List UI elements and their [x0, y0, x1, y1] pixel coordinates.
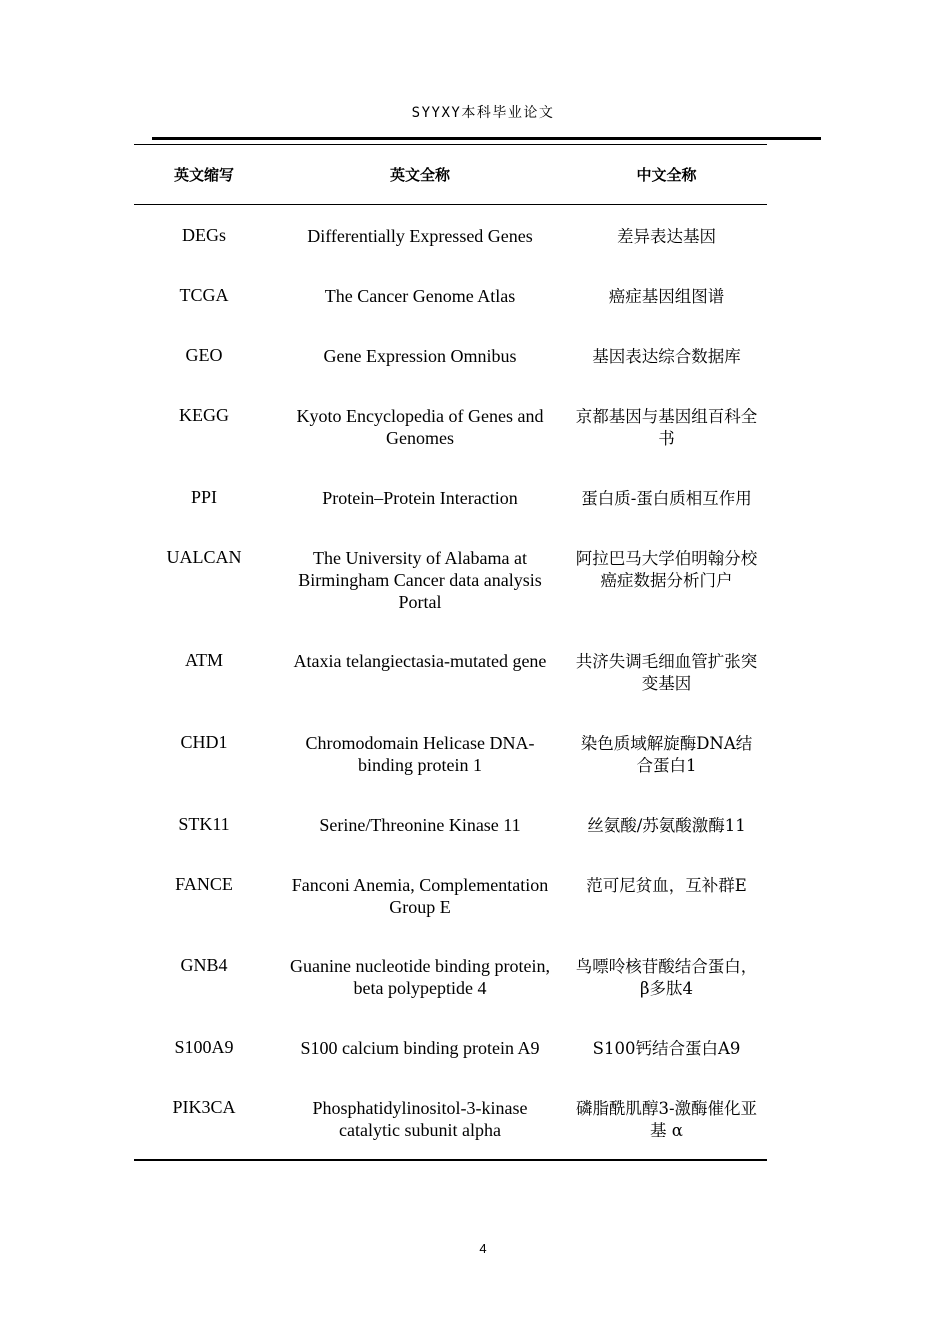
abbreviation-cell: DEGs	[182, 225, 226, 245]
table-row	[134, 712, 767, 794]
english-name-cell: Chromodomain Helicase DNA-binding protein 1	[305, 733, 535, 775]
table-row	[134, 205, 767, 266]
table-header	[134, 145, 767, 205]
abbreviation-cell: STK11	[178, 814, 230, 834]
column-header-abbreviation: 英文缩写	[134, 145, 274, 205]
english-name-cell: Protein–Protein Interaction	[322, 488, 518, 508]
table-row	[134, 935, 767, 1017]
chinese-name-cell: 京都基因与基因组百科全书	[575, 407, 758, 448]
page-number: 4	[479, 1241, 487, 1256]
header-rule	[152, 137, 821, 140]
chinese-name-cell: S100钙结合蛋白A9	[592, 1039, 741, 1058]
abbreviation-table	[134, 144, 767, 1161]
english-name-cell: Ataxia telangiectasia-mutated gene	[293, 651, 547, 671]
abbreviation-cell: GEO	[185, 345, 223, 365]
table-row	[134, 265, 767, 325]
abbreviation-cell: UALCAN	[166, 547, 242, 567]
chinese-name-cell: 丝氨酸/苏氨酸激酶11	[587, 816, 746, 835]
chinese-name-cell: 共济失调毛细血管扩张突变基因	[575, 652, 758, 693]
table-header-row	[134, 145, 767, 205]
table-row	[134, 854, 767, 935]
english-name-cell: Differentially Expressed Genes	[307, 226, 533, 246]
english-name-cell: Guanine nucleotide binding protein, beta polypeptide 4	[290, 956, 550, 998]
running-header: SYYXY本科毕业论文	[411, 105, 555, 121]
abbreviation-table-container	[134, 144, 767, 1161]
chinese-name-cell: 鸟嘌呤核苷酸结合蛋白，β多肽4	[575, 957, 758, 998]
table-row	[134, 385, 767, 467]
abbreviation-cell: TCGA	[179, 285, 229, 305]
english-name-cell: Phosphatidylinositol-3-kinase catalytic subunit alpha	[274, 1077, 566, 1160]
abbreviation-cell: PIK3CA	[134, 1077, 274, 1160]
abbreviation-cell: GNB4	[180, 955, 228, 975]
table-row	[134, 1017, 767, 1077]
table-row	[134, 325, 767, 385]
abbreviation-cell: ATM	[184, 650, 223, 670]
table-body	[134, 205, 767, 1161]
chinese-name-cell: 基因表达综合数据库	[592, 347, 741, 366]
english-name-cell: Serine/Threonine Kinase 11	[319, 815, 521, 835]
abbreviation-cell: S100A9	[174, 1037, 234, 1057]
table-row	[134, 527, 767, 630]
english-name-cell: Gene Expression Omnibus	[323, 346, 517, 366]
chinese-name-cell: 阿拉巴马大学伯明翰分校癌症数据分析门户	[575, 549, 758, 590]
chinese-name-cell: 范可尼贫血，互补群E	[586, 876, 747, 895]
english-name-cell: The University of Alabama at Birmingham Cancer data analysis Portal	[298, 548, 542, 612]
english-name-cell: S100 calcium binding protein A9	[300, 1038, 540, 1058]
english-name-cell: The Cancer Genome Atlas	[324, 286, 516, 306]
abbreviation-cell: KEGG	[179, 405, 229, 425]
abbreviation-cell: FANCE	[175, 874, 233, 894]
table-row	[134, 630, 767, 712]
abbreviation-cell: CHD1	[180, 732, 228, 752]
column-header-english-name: 英文全称	[274, 145, 566, 205]
table-row	[134, 1077, 767, 1160]
abbreviation-cell: PPI	[190, 487, 217, 507]
column-header-chinese-name: 中文全称	[566, 145, 767, 205]
chinese-name-cell: 蛋白质-蛋白质相互作用	[581, 489, 752, 508]
chinese-name-cell: 差异表达基因	[617, 227, 716, 246]
english-name-cell: Kyoto Encyclopedia of Genes and Genomes	[296, 406, 544, 448]
chinese-name-cell: 癌症基因组图谱	[608, 287, 725, 306]
table-row	[134, 467, 767, 527]
chinese-name-cell: 磷脂酰肌醇3-激酶催化亚基 α	[566, 1077, 767, 1160]
chinese-name-cell: 染色质域解旋酶DNA结合蛋白1	[580, 734, 753, 775]
english-name-cell: Fanconi Anemia, Complementation Group E	[291, 875, 549, 917]
table-row	[134, 794, 767, 854]
